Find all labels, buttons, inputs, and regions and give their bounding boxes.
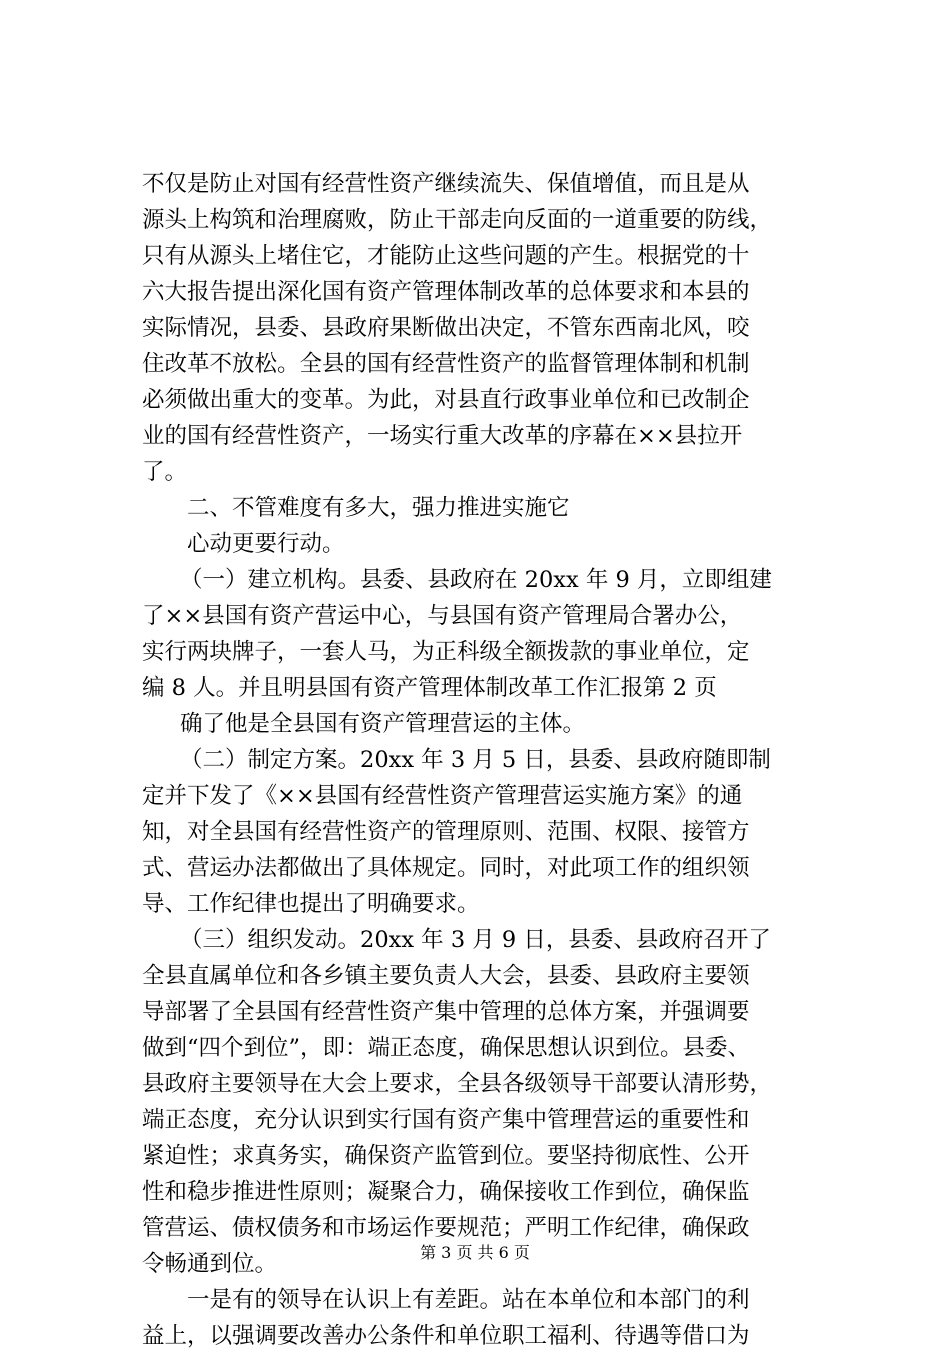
page-number-footer: 第 3 页 共 6 页: [420, 1243, 530, 1262]
text-line: 了。: [142, 459, 188, 485]
text-line: 紧迫性；求真务实，确保资产监管到位。要坚持彻底性、公开: [142, 1143, 750, 1169]
text-line: 实行两块牌子，一套人马，为正科级全额拨款的事业单位，定: [142, 639, 750, 665]
text-line: 知，对全县国有经营性资产的管理原则、范围、权限、接管方: [142, 819, 750, 845]
text-line: 只有从源头上堵住它，才能防止这些问题的产生。根据党的十: [142, 243, 750, 269]
text-line: 导部署了全县国有经营性资产集中管理的总体方案，并强调要: [142, 999, 750, 1025]
text-line: 六大报告提出深化国有资产管理体制改革的总体要求和本县的: [142, 279, 750, 305]
text-line: 实际情况，县委、县政府果断做出决定，不管东西南北风，咬: [142, 315, 750, 341]
text-line: （一）建立机构。县委、县政府在 20xx 年 9 月，立即组建: [180, 567, 772, 593]
text-line: 住改革不放松。全县的国有经营性资产的监督管理体制和机制: [142, 351, 750, 377]
text-line: 做到“四个到位”，即：端正态度，确保思想认识到位。县委、: [142, 1035, 751, 1061]
text-line: 不仅是防止对国有经营性资产继续流失、保值增值，而且是从: [142, 171, 750, 197]
text-line: 定并下发了《××县国有经营性资产管理营运实施方案》的通: [142, 783, 743, 809]
text-line: 式、营运办法都做出了具体规定。同时，对此项工作的组织领: [142, 855, 750, 881]
text-line: 确了他是全县国有资产管理营运的主体。: [180, 711, 586, 737]
document-body: [142, 166, 826, 1354]
text-line: 一是有的领导在认识上有差距。站在本单位和本部门的利: [187, 1287, 750, 1313]
section-heading: 二、不管难度有多大，强力推进实施它: [187, 495, 570, 521]
text-line: （三）组织发动。20xx 年 3 月 9 日，县委、县政府召开了: [180, 927, 771, 953]
text-line: 县政府主要领导在大会上要求，全县各级领导干部要认清形势，: [142, 1071, 773, 1097]
text-line: 源头上构筑和治理腐败，防止干部走向反面的一道重要的防线，: [142, 207, 773, 233]
text-line: 管营运、债权债务和市场运作要规范；严明工作纪律，确保政: [142, 1215, 750, 1241]
text-line: 心动更要行动。: [187, 531, 345, 557]
text-line: 端正态度，充分认识到实行国有资产集中管理营运的重要性和: [142, 1107, 750, 1133]
text-line: 性和稳步推进性原则；凝聚合力，确保接收工作到位，确保监: [142, 1179, 750, 1205]
text-line: 全县直属单位和各乡镇主要负责人大会，县委、县政府主要领: [142, 963, 750, 989]
text-line: 导、工作纪律也提出了明确要求。: [142, 891, 480, 917]
text-line: 必须做出重大的变革。为此，对县直行政事业单位和已改制企: [142, 387, 750, 413]
text-line: 编 8 人。并且明县国有资产管理体制改革工作汇报第 2 页: [142, 675, 717, 701]
text-line: 了××县国有资产营运中心，与县国有资产管理局合署办公，: [142, 603, 743, 629]
text-line: 令畅通到位。: [142, 1251, 278, 1277]
text-line: 业的国有经营性资产，一场实行重大改革的序幕在××县拉开: [142, 423, 743, 449]
text-line: 益上，以强调要改善办公条件和单位职工福利、待遇等借口为: [142, 1323, 750, 1349]
text-line: （二）制定方案。20xx 年 3 月 5 日，县委、县政府随即制: [180, 747, 771, 773]
